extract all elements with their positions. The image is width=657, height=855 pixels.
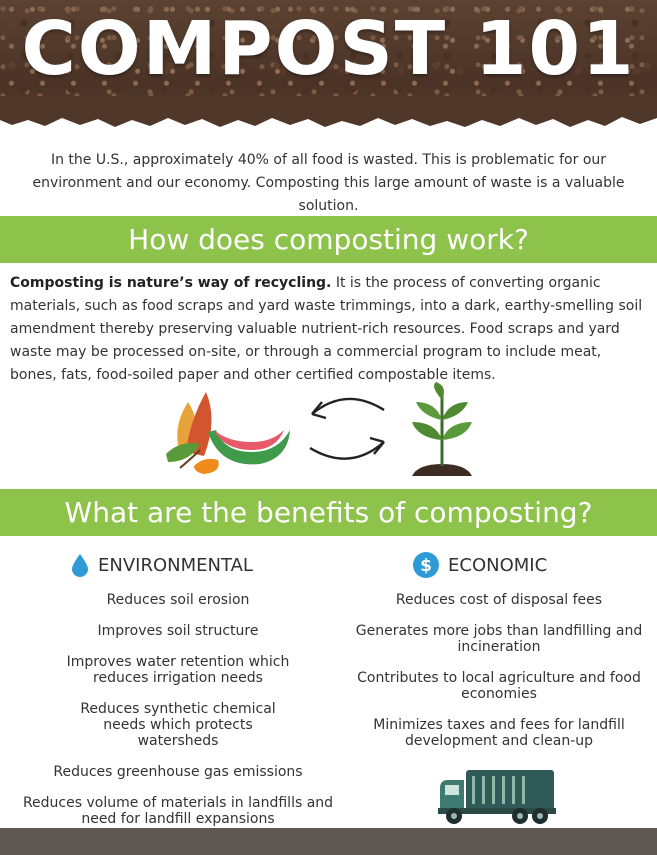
environmental-heading — [70, 549, 253, 581]
seedling-icon — [412, 382, 472, 476]
water-drop-icon — [70, 553, 90, 577]
economic-benefits-list — [350, 592, 648, 764]
list-item: Improves soil structure — [97, 623, 259, 639]
list-item: Generates more jobs than landfilling and incineration — [355, 623, 643, 655]
list-item: Improves water retention which reduces irrigation needs — [66, 654, 290, 686]
garbage-truck-icon — [436, 764, 558, 826]
intro-text: In the U.S., approximately 40% of all food is wasted. This is problematic for our environment and our economy. Composting this large amount of waste is a valuable solution. — [32, 152, 625, 214]
list-item: Reduces greenhouse gas emissions — [53, 764, 303, 780]
economic-label: ECONOMIC — [448, 554, 548, 576]
section-heading-how: How does composting work? — [0, 216, 657, 263]
page-title: COMPOST 101 — [21, 6, 636, 92]
dollar-icon — [412, 551, 440, 579]
soil-edge — [0, 96, 657, 142]
environmental-label: ENVIRONMENTAL — [98, 554, 253, 576]
list-item: Reduces synthetic chemical needs which protects watersheds — [80, 701, 276, 749]
list-item: Reduces volume of materials in landfills and need for landfill expansions — [22, 795, 334, 827]
paragraph-lead: Composting is nature’s way of recycling. — [10, 275, 332, 291]
composting-cycle-illustration — [160, 380, 490, 480]
food-scraps-icon — [166, 392, 290, 474]
header-soil-banner — [0, 0, 657, 140]
economic-heading — [412, 549, 547, 581]
footer-bar — [0, 828, 657, 855]
list-item: Reduces soil erosion — [106, 592, 250, 608]
environmental-benefits-list — [12, 592, 344, 842]
cycle-arrows-icon — [310, 399, 384, 459]
paragraph-body: It is the process of converting organic materials, such as food scraps and yard waste trimmings, into a dark, earthy-smelling soil amendment thereby preserving valuable nutrient-rich resources. Food scraps and yard waste may be processed on-site, or through a commercial program to include meat, bones, fats, food-soiled paper and other certified compostable items. — [10, 275, 643, 383]
svg-text:$: $ — [420, 556, 432, 576]
section-heading-benefits: What are the benefits of composting? — [0, 489, 657, 536]
list-item: Reduces cost of disposal fees — [395, 592, 603, 608]
list-item: Contributes to local agriculture and food economies — [357, 670, 641, 702]
list-item: Minimizes taxes and fees for landfill development and clean-up — [373, 717, 625, 749]
composting-paragraph — [10, 272, 650, 387]
